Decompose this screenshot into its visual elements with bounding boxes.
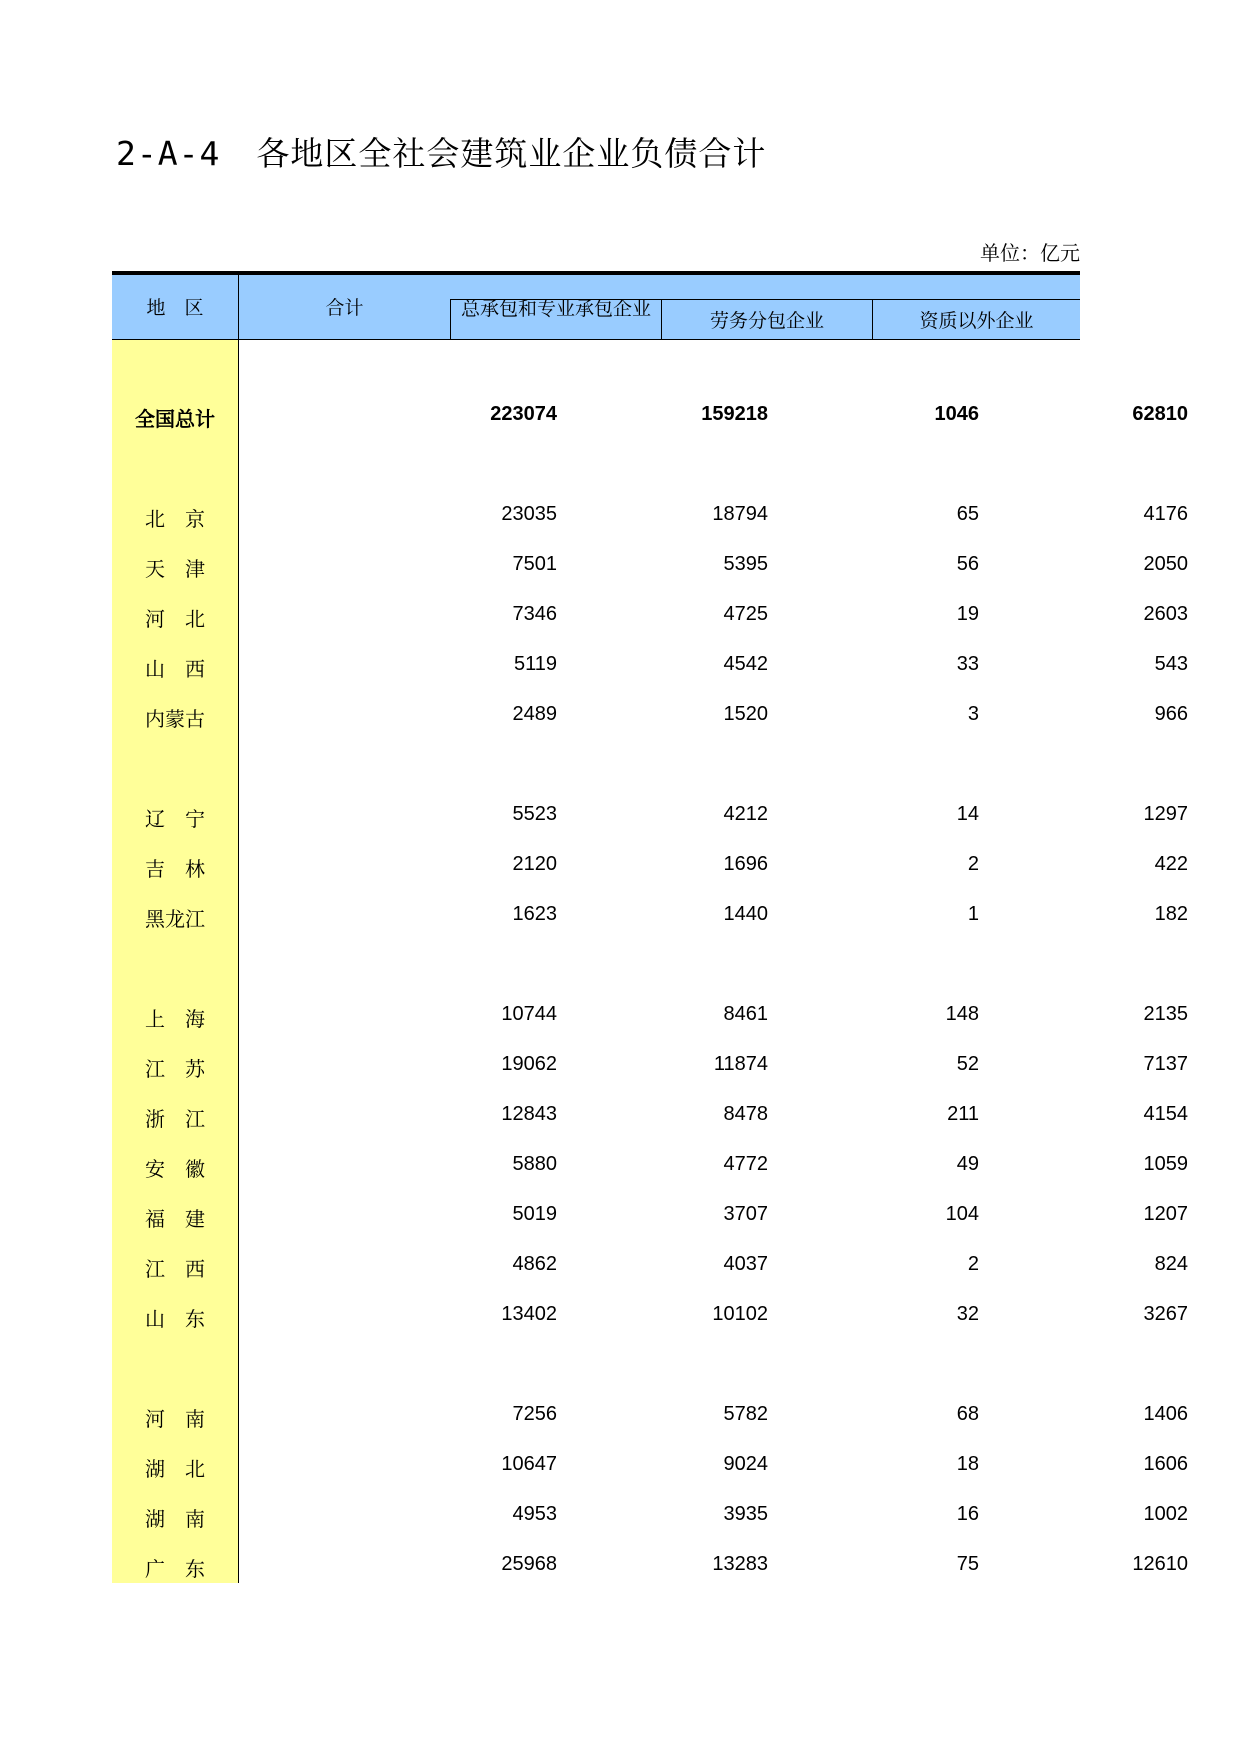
table-row — [112, 499, 1188, 531]
header-region: 地 区 — [146, 297, 204, 319]
cell-labor: 32 — [956, 1303, 979, 1325]
cell-total: 25968 — [501, 1553, 557, 1575]
cell-labor: 49 — [956, 1153, 979, 1175]
row-region: 北 京 — [145, 507, 205, 531]
cell-total: 10744 — [501, 1003, 557, 1025]
row-region: 辽 宁 — [145, 807, 205, 831]
cell-labor: 65 — [956, 503, 979, 525]
cell-other: 1406 — [1143, 1403, 1188, 1425]
header-labor: 劳务分包企业 — [709, 310, 824, 332]
cell-contract: 4037 — [723, 1253, 768, 1275]
cell-other: 1606 — [1143, 1453, 1188, 1475]
cell-contract: 11874 — [713, 1053, 768, 1075]
cell-total: 7256 — [512, 1403, 557, 1425]
table-row — [112, 699, 1188, 731]
table-row — [112, 1199, 1188, 1231]
cell-total: 4953 — [512, 1503, 557, 1525]
row-region: 山 东 — [145, 1307, 205, 1331]
cell-labor: 75 — [956, 1553, 979, 1575]
cell-contract: 3707 — [723, 1203, 768, 1225]
cell-labor: 1 — [967, 903, 979, 925]
table-row — [112, 549, 1188, 581]
cell-total: 4862 — [512, 1253, 557, 1275]
cell-other: 1207 — [1143, 1203, 1188, 1225]
cell-other: 3267 — [1143, 1303, 1188, 1325]
table-row — [112, 1149, 1188, 1181]
cell-other: 7137 — [1143, 1053, 1188, 1075]
cell-total: 7346 — [512, 603, 557, 625]
cell-labor: 18 — [956, 1453, 979, 1475]
cell-other: 2050 — [1143, 553, 1188, 575]
cell-other: 422 — [1154, 853, 1188, 875]
cell-other: 4154 — [1143, 1103, 1188, 1125]
cell-other: 62810 — [1132, 403, 1188, 425]
cell-contract: 4772 — [723, 1153, 768, 1175]
table-row — [112, 1099, 1188, 1131]
table-row — [112, 1249, 1188, 1281]
header-total: 合计 — [325, 297, 364, 319]
row-region: 黑龙江 — [145, 907, 205, 931]
cell-contract: 1696 — [723, 853, 768, 875]
row-region: 天 津 — [145, 557, 205, 581]
cell-labor: 33 — [956, 653, 979, 675]
table-row — [112, 999, 1188, 1031]
cell-total: 5523 — [512, 803, 557, 825]
row-region: 广 东 — [145, 1557, 205, 1581]
cell-other: 543 — [1154, 653, 1188, 675]
cell-total: 7501 — [512, 553, 557, 575]
table-row — [112, 599, 1188, 631]
table-row — [112, 1549, 1188, 1581]
row-region: 福 建 — [145, 1207, 205, 1231]
national-total-row — [112, 399, 1188, 431]
cell-labor: 52 — [956, 1053, 979, 1075]
header-bottom-rule — [112, 339, 1080, 340]
cell-other: 2135 — [1143, 1003, 1188, 1025]
cell-contract: 5395 — [723, 553, 768, 575]
cell-labor: 14 — [956, 803, 979, 825]
cell-total: 23035 — [501, 503, 557, 525]
cell-total: 1623 — [512, 903, 557, 925]
table-row — [112, 1049, 1188, 1081]
page-title — [116, 128, 766, 175]
cell-total: 2489 — [512, 703, 557, 725]
row-region: 安 徽 — [145, 1157, 205, 1181]
cell-other: 2603 — [1143, 603, 1188, 625]
cell-contract: 10102 — [712, 1303, 768, 1325]
cell-total: 5880 — [512, 1153, 557, 1175]
cell-other: 182 — [1154, 903, 1188, 925]
cell-other: 1059 — [1143, 1153, 1188, 1175]
cell-contract: 8461 — [723, 1003, 768, 1025]
header-other: 资质以外企业 — [919, 310, 1034, 332]
cell-other: 1002 — [1143, 1503, 1188, 1525]
cell-contract: 9024 — [723, 1453, 768, 1475]
cell-labor: 56 — [956, 553, 979, 575]
cell-labor: 211 — [947, 1103, 979, 1125]
unit-label: 单位：亿元 — [980, 241, 1080, 265]
cell-contract: 3935 — [723, 1503, 768, 1525]
row-region: 浙 江 — [145, 1107, 205, 1131]
cell-labor: 19 — [956, 603, 979, 625]
cell-total: 19062 — [501, 1053, 557, 1075]
row-region: 山 西 — [145, 657, 205, 681]
table-name: 各地区全社会建筑业企业负债合计 — [256, 134, 767, 173]
cell-contract: 5782 — [723, 1403, 768, 1425]
cell-labor: 68 — [956, 1403, 979, 1425]
cell-contract: 13283 — [712, 1553, 768, 1575]
cell-total: 5119 — [513, 653, 557, 675]
header-contract: 总承包和专业承包企业 — [460, 298, 651, 320]
row-region: 内蒙古 — [145, 707, 205, 731]
cell-labor: 16 — [956, 1503, 979, 1525]
cell-total: 12843 — [501, 1103, 557, 1125]
row-region: 河 南 — [145, 1407, 205, 1431]
cell-other: 4176 — [1143, 503, 1188, 525]
row-region: 江 西 — [145, 1257, 205, 1281]
table-row — [112, 899, 1188, 931]
table-row — [112, 1449, 1188, 1481]
cell-other: 824 — [1154, 1253, 1188, 1275]
cell-contract: 4212 — [723, 803, 768, 825]
table-row — [112, 799, 1188, 831]
table-row — [112, 1499, 1188, 1531]
cell-labor: 2 — [967, 1253, 979, 1275]
table-row — [112, 849, 1188, 881]
table-row — [112, 649, 1188, 681]
cell-total: 2120 — [512, 853, 557, 875]
row-region: 全国总计 — [135, 407, 215, 431]
cell-contract: 4725 — [723, 603, 768, 625]
table-row — [112, 1299, 1188, 1331]
cell-labor: 1046 — [934, 403, 979, 425]
cell-contract: 1440 — [723, 903, 768, 925]
cell-labor: 2 — [967, 853, 979, 875]
table-row — [112, 1399, 1188, 1431]
cell-contract: 1520 — [723, 703, 768, 725]
row-region: 吉 林 — [145, 857, 205, 881]
row-region: 湖 北 — [145, 1457, 205, 1481]
cell-other: 12610 — [1132, 1553, 1188, 1575]
cell-other: 966 — [1154, 703, 1188, 725]
cell-total: 13402 — [501, 1303, 557, 1325]
row-region: 湖 南 — [145, 1507, 205, 1531]
cell-other: 1297 — [1143, 803, 1188, 825]
cell-total: 223074 — [490, 403, 557, 425]
cell-contract: 159218 — [701, 403, 768, 425]
cell-contract: 4542 — [723, 653, 768, 675]
cell-labor: 148 — [945, 1003, 979, 1025]
cell-total: 10647 — [501, 1453, 557, 1475]
row-region: 上 海 — [145, 1007, 205, 1031]
row-region: 江 苏 — [145, 1057, 205, 1081]
cell-contract: 8478 — [723, 1103, 768, 1125]
cell-labor: 3 — [967, 703, 979, 725]
table-code: 2-A-4 — [116, 134, 221, 173]
cell-contract: 18794 — [712, 503, 768, 525]
cell-labor: 104 — [945, 1203, 979, 1225]
cell-total: 5019 — [512, 1203, 557, 1225]
row-region: 河 北 — [145, 607, 205, 631]
